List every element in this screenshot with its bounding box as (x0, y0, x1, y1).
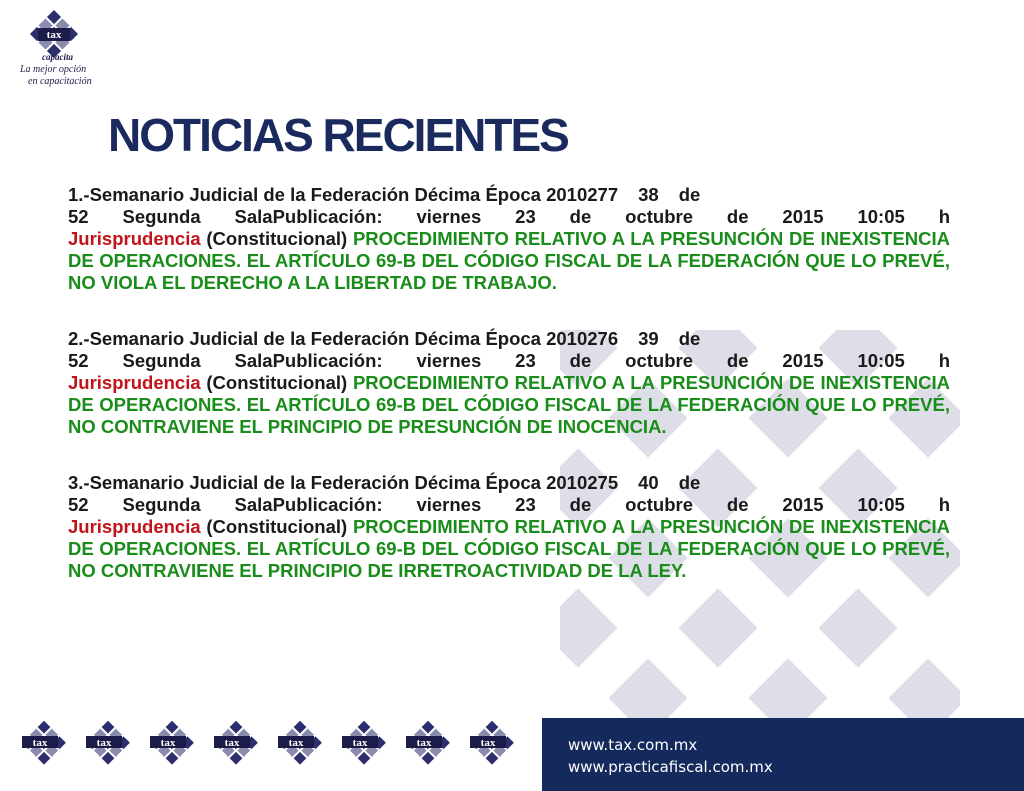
footer-link-practicafiscal[interactable]: www.practicafiscal.com.mx (568, 758, 773, 776)
news-item-body (68, 494, 950, 582)
news-item-number: 38 (638, 184, 659, 205)
news-item-de: de (678, 472, 701, 493)
svg-text:tax: tax (480, 737, 496, 749)
tax-logo-icon (398, 718, 458, 766)
news-item-heading (68, 328, 950, 350)
svg-text:tax: tax (96, 737, 112, 749)
news-item-body (68, 350, 950, 438)
news-item-subject: PROCEDIMIENTO RELATIVO A LA PRESUNCIÓN DE INEXISTENCIA DE OPERACIONES. EL ARTÍCULO 69-B DEL CÓDIGO FISCAL DE LA FEDERACIÓN QUE LO PREVÉ, NO CONTRAVIENE EL PRINCIPIO DE IRRETROACTIVIDAD DE LA LEY. (68, 516, 951, 581)
news-item-source: 1.-Semanario Judicial de la Federación Décima Época 2010277 (68, 184, 619, 205)
tax-logo-icon (270, 718, 330, 766)
news-item-heading (68, 472, 950, 494)
logo-tagline-1: La mejor opción (20, 64, 87, 75)
footer-band (542, 718, 1024, 791)
news-item-jurisprudencia: Jurisprudencia (68, 516, 201, 537)
news-item-de: de (678, 328, 701, 349)
news-item-constitucional: (Constitucional) (200, 228, 353, 249)
news-item-subject: PROCEDIMIENTO RELATIVO A LA PRESUNCIÓN DE INEXISTENCIA DE OPERACIONES. EL ARTÍCULO 69-B DEL CÓDIGO FISCAL DE LA FEDERACIÓN QUE LO PREVÉ, NO CONTRAVIENE EL PRINCIPIO DE PRESUNCIÓN DE INOCENCIA. (68, 372, 951, 437)
svg-text:tax: tax (224, 737, 240, 749)
svg-text:tax: tax (416, 737, 432, 749)
news-list (68, 184, 950, 616)
news-item-heading (68, 184, 950, 206)
news-item-de: de (678, 184, 701, 205)
news-item-constitucional: (Constitucional) (200, 372, 353, 393)
footer-link-tax[interactable]: www.tax.com.mx (568, 736, 698, 754)
news-item-1 (68, 184, 950, 294)
news-item-body (68, 206, 950, 294)
news-item-constitucional: (Constitucional) (200, 516, 353, 537)
tax-logo-icon (14, 718, 74, 766)
tax-logo-icon (334, 718, 394, 766)
news-item-jurisprudencia: Jurisprudencia (68, 372, 201, 393)
news-item-publication: 52 Segunda SalaPublicación: viernes 23 de octubre de 2015 10:05 h (68, 350, 950, 371)
svg-text:tax: tax (46, 29, 62, 41)
logo-subtitle: capacita (42, 52, 73, 62)
news-item-3 (68, 472, 950, 582)
news-item-number: 40 (638, 472, 659, 493)
news-item-jurisprudencia: Jurisprudencia (68, 228, 201, 249)
news-item-source: 2.-Semanario Judicial de la Federación Décima Época 2010276 (68, 328, 619, 349)
tax-logo-icon (206, 718, 266, 766)
svg-text:tax: tax (32, 737, 48, 749)
footer-logo-strip (14, 718, 522, 768)
svg-text:tax: tax (352, 737, 368, 749)
news-item-publication: 52 Segunda SalaPublicación: viernes 23 de octubre de 2015 10:05 h (68, 206, 950, 227)
tax-capacita-logo (14, 8, 98, 88)
tax-logo-icon (78, 718, 138, 766)
news-item-2 (68, 328, 950, 438)
logo-tagline-2: en capacitación (28, 76, 92, 87)
news-item-number: 39 (638, 328, 659, 349)
svg-text:tax: tax (288, 737, 304, 749)
news-item-subject: PROCEDIMIENTO RELATIVO A LA PRESUNCIÓN DE INEXISTENCIA DE OPERACIONES. EL ARTÍCULO 69-B DEL CÓDIGO FISCAL DE LA FEDERACIÓN QUE LO PREVÉ, NO VIOLA EL DERECHO A LA LIBERTAD DE TRABAJO. (68, 228, 951, 293)
news-item-publication: 52 Segunda SalaPublicación: viernes 23 de octubre de 2015 10:05 h (68, 494, 950, 515)
page-title: NOTICIAS RECIENTES (108, 109, 568, 161)
tax-logo-icon (142, 718, 202, 766)
tax-logo-icon (462, 718, 522, 766)
news-item-source: 3.-Semanario Judicial de la Federación Décima Época 2010275 (68, 472, 619, 493)
svg-text:tax: tax (160, 737, 176, 749)
